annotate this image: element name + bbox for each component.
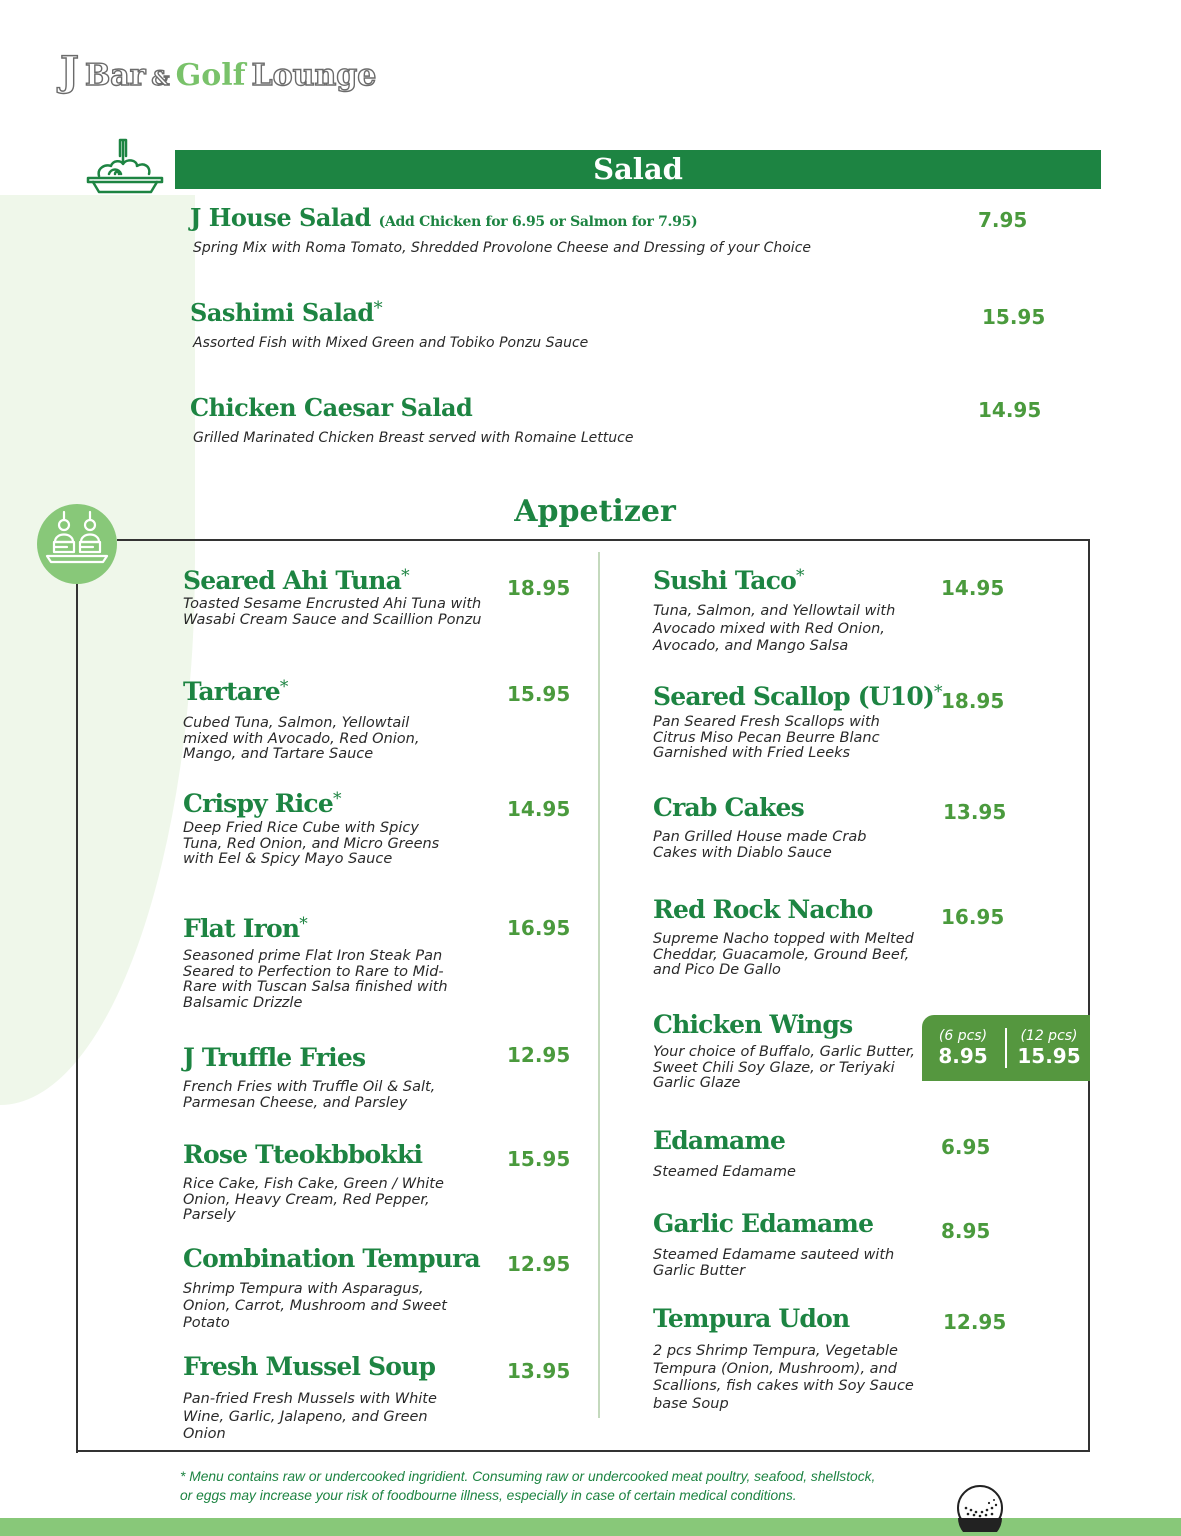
item-price: 8.95 [941,1219,991,1243]
item-desc: Spring Mix with Roma Tomato, Shredded Provolone Cheese and Dressing of your Choice [193,240,812,256]
item-desc: French Fries with Truffle Oil & Salt, Parmesan Cheese, and Parsley [183,1079,436,1111]
item-price: 13.95 [507,1359,571,1383]
item-desc: Deep Fried Rice Cube with Spicy Tuna, Red Onion, and Micro Greens with Eel & Spicy Mayo Sauce [183,820,440,868]
item-name: Rose Tteokbbokki [183,1140,423,1169]
wings-option-12 [1013,1028,1085,1068]
item-price: 14.95 [941,576,1005,600]
item-desc: Your choice of Buffalo, Garlic Butter, Sweet Chili Soy Glaze, or Teriyaki Garlic Glaze [653,1044,916,1092]
item-name: J Truffle Fries [183,1043,366,1072]
item-price: 13.95 [943,800,1007,824]
salad-bowl-icon [85,138,165,196]
item-name: Tartare [183,677,280,706]
menu-item [183,1244,480,1332]
menu-item [183,789,458,868]
appetizer-section-header: Appetizer [514,494,676,529]
item-name: Sushi Taco [653,566,796,595]
item-price: 12.95 [507,1043,571,1067]
menu-item [653,566,938,656]
raw-item-asterisk: * [373,298,383,319]
item-name: Red Rock Nacho [653,895,873,924]
menu-item [653,1304,928,1413]
item-desc: Rice Cake, Fish Cake, Green / White Onion, Heavy Cream, Red Pepper, Parsely [183,1176,444,1224]
menu-item [653,895,923,979]
item-name: Crispy Rice [183,789,333,818]
item-desc: Toasted Sesame Encrusted Ahi Tuna with Wasabi Cream Sauce and Scaillion Ponzu [183,596,482,628]
item-price: 12.95 [943,1310,1007,1334]
menu-item [653,682,942,762]
section-frame-line [76,583,78,1453]
item-price: 18.95 [941,689,1005,713]
item-name: Edamame [653,1126,786,1155]
menu-item [653,1126,923,1181]
column-divider [598,552,600,1418]
wings-option-6 [927,1028,999,1068]
logo-j: J [60,48,79,95]
item-name: Seared Scallop (U10) [653,682,934,711]
item-name: Sashimi Salad [190,298,374,327]
option-label: (6 pcs) [938,1028,988,1044]
item-desc: Pan Grilled House made Crab Cakes with Diablo Sauce [653,829,867,861]
item-price: 15.95 [507,682,571,706]
item-name: Combination Tempura [183,1244,480,1273]
item-name: Fresh Mussel Soup [183,1352,436,1381]
salad-item [190,203,1050,256]
option-label: (12 pcs) [1020,1028,1078,1044]
option-price: 8.95 [938,1044,988,1068]
item-desc: 2 pcs Shrimp Tempura, Vegetable Tempura (Onion, Mushroom), and Scallions, fish cakes with Soy Sauce base Soup [653,1343,914,1412]
item-desc: Supreme Nacho topped with Melted Cheddar, Guacamole, Ground Beef, and Pico De Gallo [653,931,914,979]
item-price: 6.95 [941,1135,991,1159]
item-desc: Shrimp Tempura with Asparagus, Onion, Carrot, Mushroom and Sweet Potato [183,1281,447,1331]
menu-item [183,1140,453,1224]
raw-item-asterisk: * [934,682,942,702]
option-price: 15.95 [1017,1044,1081,1068]
item-price: 14.95 [507,797,571,821]
item-price: 7.95 [978,208,1028,232]
salad-section-header: Salad [175,150,1101,189]
item-desc: Seasoned prime Flat Iron Steak Pan Seared to Perfection to Rare to Mid-Rare with Tuscan Salsa finished with Balsamic Drizzle [183,948,448,1011]
item-desc: Grilled Marinated Chicken Breast served with Romaine Lettuce [193,430,634,446]
item-price: 16.95 [941,905,1005,929]
item-desc: Tuna, Salmon, and Yellowtail with Avocado mixed with Red Onion, Avocado, and Mango Salsa [653,603,896,654]
menu-item [653,1010,918,1092]
item-name: Chicken Caesar Salad [190,393,473,422]
badge-divider [1005,1028,1007,1068]
item-name: Tempura Udon [653,1304,850,1333]
salad-item [190,298,1050,351]
skewer-appetizer-icon [37,504,117,584]
salad-item [190,393,1050,446]
item-name: Seared Ahi Tuna [183,566,402,595]
item-desc: Cubed Tuna, Salmon, Yellowtail mixed with Avocado, Red Onion, Mango, and Tartare Sauce [183,715,420,763]
disclaimer-line: * Menu contains raw or undercooked ingridient. Consuming raw or undercooked meat poultry, seafood, shellstock, [180,1469,876,1484]
item-price: 12.95 [507,1252,571,1276]
logo-lounge: Lounge [251,58,377,93]
item-price: 14.95 [978,398,1042,422]
item-desc: Steamed Edamame sauteed with Garlic Butter [653,1247,895,1279]
raw-item-asterisk: * [796,566,804,586]
menu-item [183,1352,463,1444]
logo-golf: Golf [175,58,246,93]
item-note: (Add Chicken for 6.95 or Salmon for 7.95) [378,214,698,230]
item-desc: Assorted Fish with Mixed Green and Tobiko Ponzu Sauce [193,335,589,351]
section-frame-line [76,1450,118,1452]
item-price: 16.95 [507,916,571,940]
item-name: Flat Iron [183,914,300,943]
menu-item [183,1043,468,1111]
item-name: Garlic Edamame [653,1209,874,1238]
item-name: J House Salad [190,203,371,232]
brand-logo [60,48,376,95]
golf-ball-icon [956,1484,1004,1532]
item-name: Chicken Wings [653,1010,853,1039]
item-desc: Pan-fried Fresh Mussels with White Wine, Garlic, Jalapeno, and Green Onion [183,1391,437,1442]
raw-item-asterisk: * [332,789,341,809]
menu-item [653,793,913,861]
raw-item-asterisk: * [401,566,409,586]
raw-item-asterisk: * [299,914,307,934]
menu-item [183,677,458,763]
menu-item [183,914,463,1011]
item-price: 15.95 [507,1147,571,1171]
logo-amp: & [151,66,170,90]
item-desc: Pan Seared Fresh Scallops with Citrus Miso Pecan Beurre Blanc Garnished with Fried Leeks [653,714,880,762]
item-desc: Steamed Edamame [653,1164,796,1180]
item-price: 18.95 [507,576,571,600]
raw-item-asterisk: * [279,677,288,697]
menu-item [183,566,483,628]
logo-bar: Bar [84,58,146,93]
item-name: Crab Cakes [653,793,804,822]
disclaimer-line: or eggs may increase your risk of foodbourne illness, especially in case of certain medical conditions. [180,1488,797,1503]
item-price: 15.95 [982,305,1046,329]
wings-price-badge [922,1015,1090,1081]
raw-food-disclaimer [180,1467,980,1505]
menu-item [653,1209,928,1279]
